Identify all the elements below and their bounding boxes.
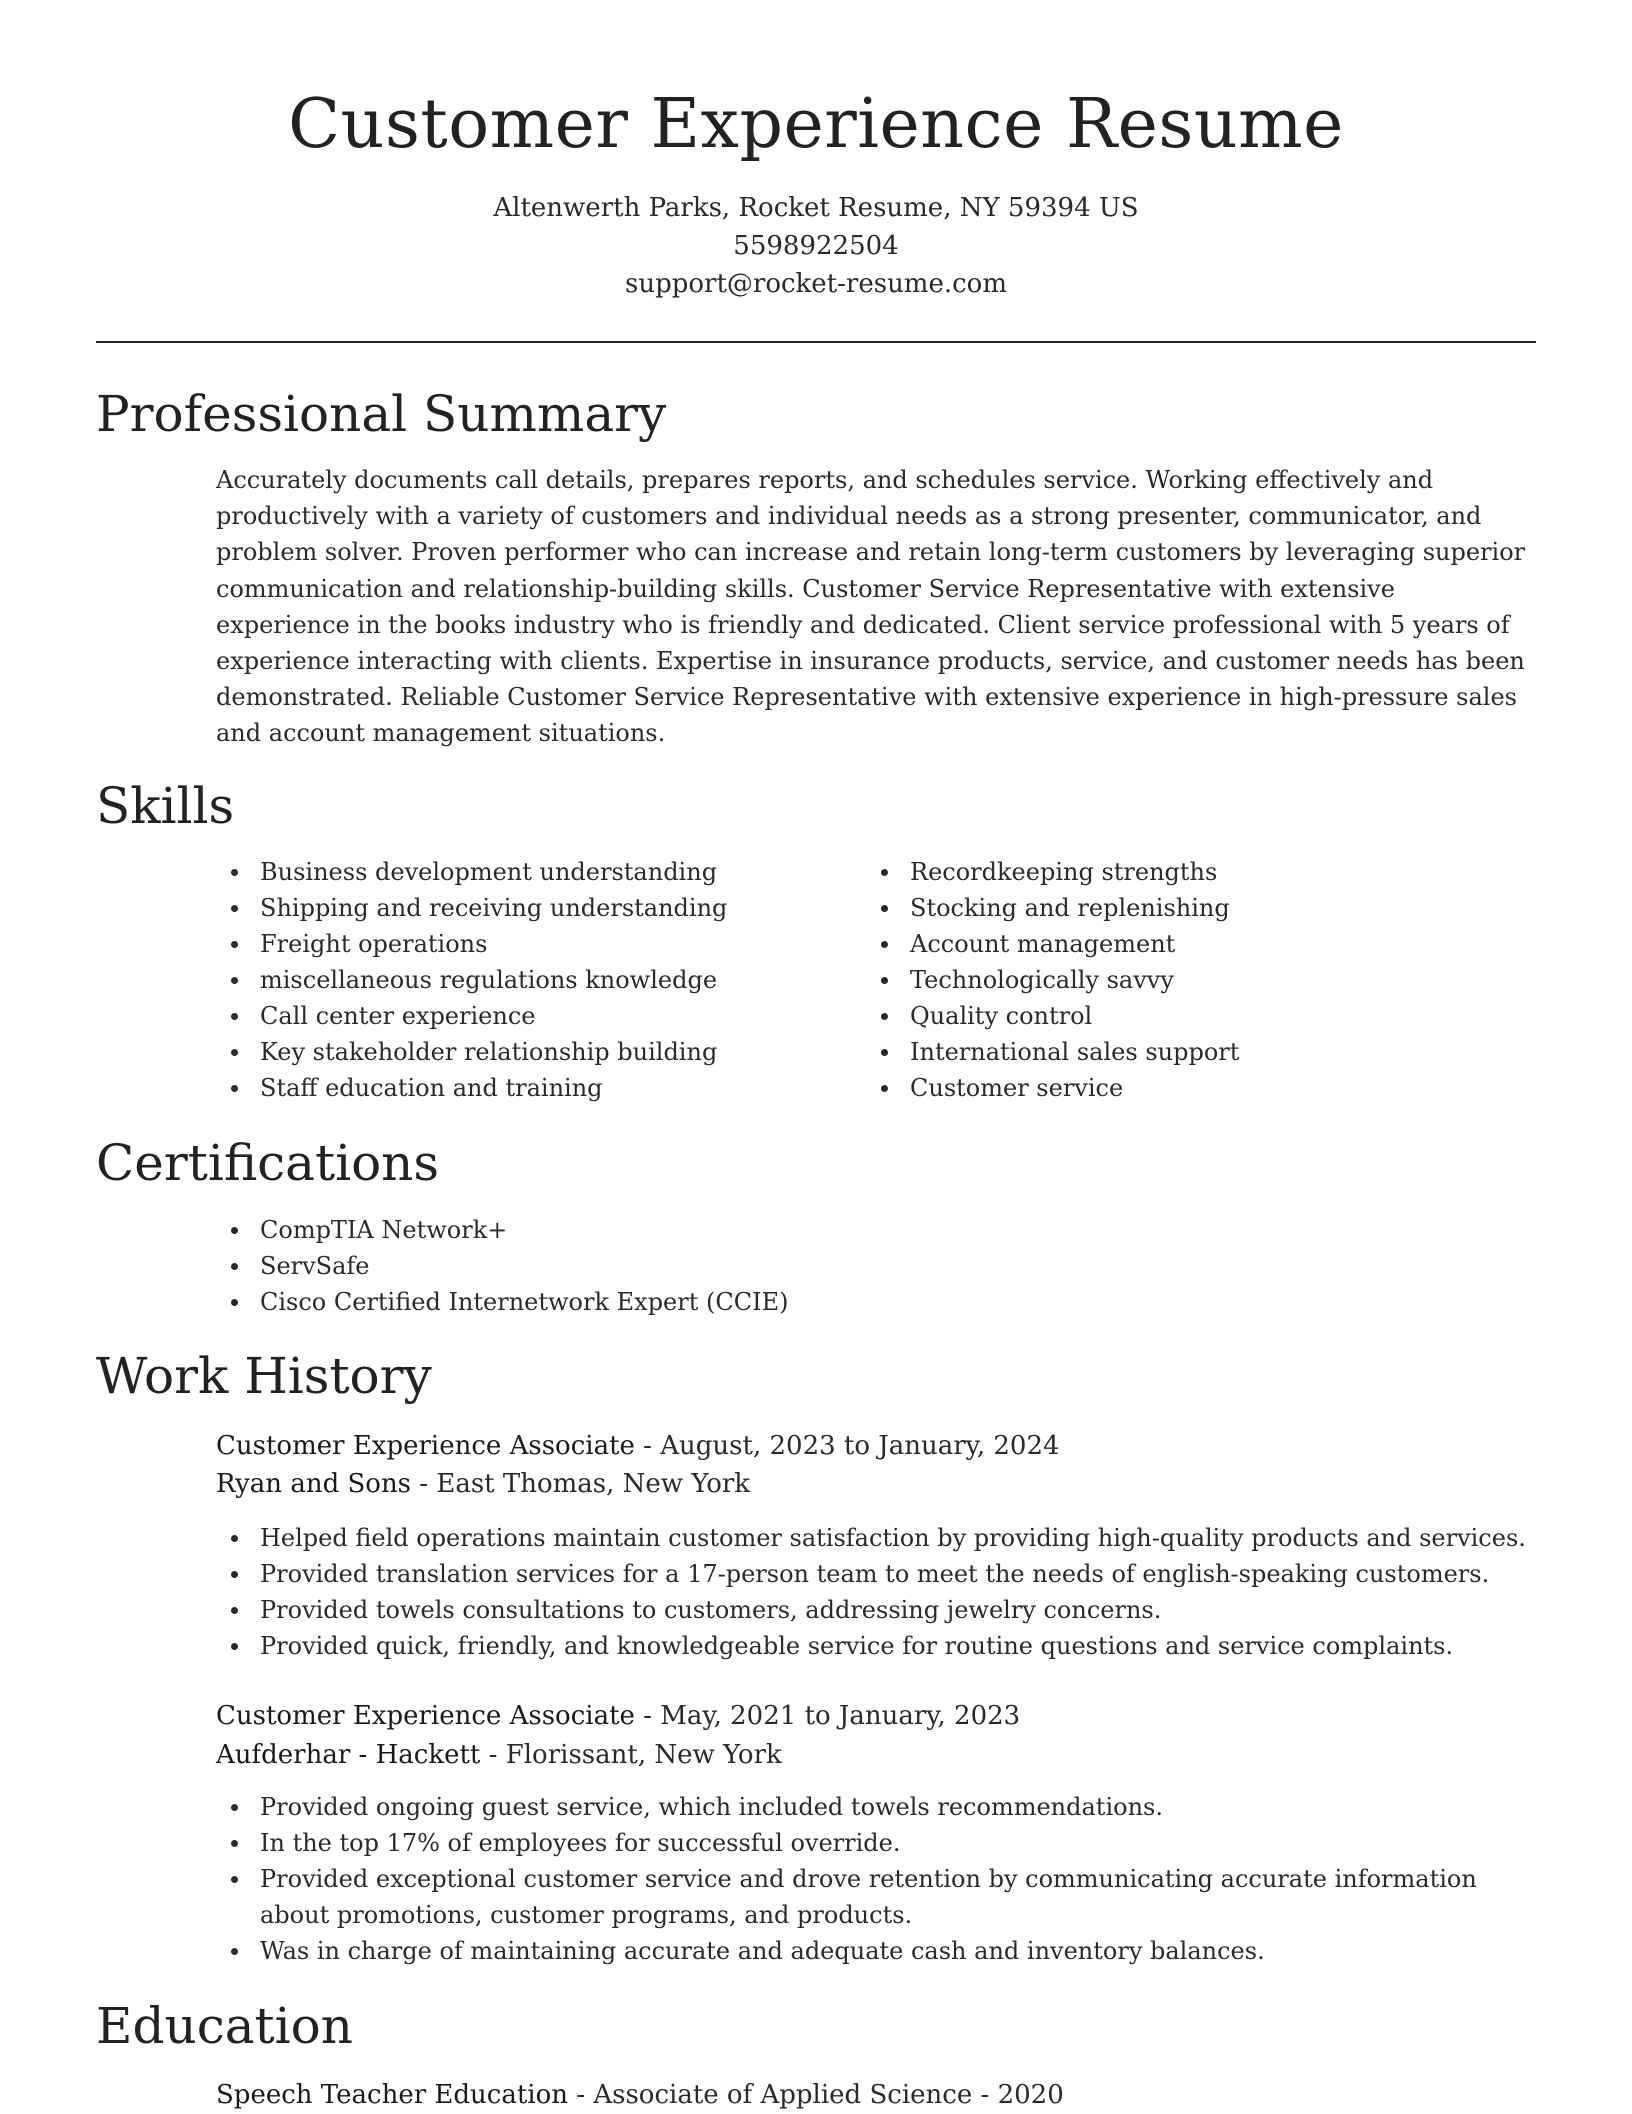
list-item: Helped field operations maintain customer satisfaction by providing high-quality products and services. [260,1520,1536,1556]
list-item: Provided quick, friendly, and knowledgeable service for routine questions and service complaints. [260,1628,1536,1664]
certifications-list [216,1212,788,1320]
list-item: Cisco Certified Internetwork Expert (CCIE) [260,1284,788,1320]
list-item: CompTIA Network+ [260,1212,788,1248]
contact-phone: 5598922504 [733,231,899,261]
separator: - [568,2080,594,2110]
education-degree: Associate of Applied Science [593,2080,973,2110]
list-item: Stocking and replenishing [910,890,1239,926]
job-bullets [216,1789,1536,1969]
education-year: 2020 [997,2080,1064,2110]
resume-title: Customer Experience Resume [288,85,1344,164]
list-item: Provided exceptional customer service and drove retention by communicating accurate information about promotions, customer programs, and products. [260,1861,1536,1933]
job-title-line [216,1427,1060,1465]
job-location: East Thomas, New York [436,1469,751,1499]
education-line [216,2076,1064,2114]
separator: - [972,2080,998,2110]
list-item: Provided translation services for a 17-person team to meet the needs of english-speaking customers. [260,1556,1536,1592]
job-dates: May, 2021 to January, 2023 [660,1701,1021,1731]
separator: - [634,1701,661,1731]
list-item: Recordkeeping strengths [910,854,1239,890]
job-company-line [216,1736,782,1774]
job-role: Customer Experience Associate [216,1701,635,1731]
education-field: Speech Teacher Education [216,2080,568,2110]
job-company: Aufderhar - Hackett [216,1740,481,1770]
section-title-skills: Skills [96,777,235,835]
section-title-work-history: Work History [96,1347,432,1405]
separator: - [411,1469,437,1499]
header-divider [96,341,1536,343]
section-title-certifications: Certifications [96,1134,440,1192]
list-item: Call center experience [260,998,727,1034]
job-bullets [216,1520,1536,1664]
job-title-line [216,1697,1020,1735]
list-item: Account management [910,926,1239,962]
list-item: ServSafe [260,1248,788,1284]
summary-text: Accurately documents call details, prepares reports, and schedules service. Working effectively and productively with a variety of customers and individual needs as a strong presenter, communicator, and problem solver. Proven performer who can increase and retain long-term customers by leveraging superior communication and relationship-building skills. Customer Service Representative with extensive experience in the books industry who is friendly and dedicated. Client service professional with 5 years of experience interacting with clients. Expertise in insurance products, service, and customer needs has been demonstrated. Reliable Customer Service Representative with extensive experience in high-pressure sales and account management situations. [216,466,1526,748]
skills-list-left [216,854,727,1106]
list-item: International sales support [910,1034,1239,1070]
list-item: Key stakeholder relationship building [260,1034,727,1070]
contact-block [0,189,1632,303]
list-item: Quality control [910,998,1239,1034]
job-location: Florissant, New York [505,1740,782,1770]
job-company: Ryan and Sons [216,1469,412,1499]
job-company-line [216,1465,750,1503]
job-role: Customer Experience Associate [216,1431,635,1461]
list-item: Was in charge of maintaining accurate and adequate cash and inventory balances. [260,1933,1536,1969]
list-item: Business development understanding [260,854,727,890]
list-item: miscellaneous regulations knowledge [260,962,727,998]
list-item: Freight operations [260,926,727,962]
section-title-summary: Professional Summary [96,385,667,443]
list-item: Customer service [910,1070,1239,1106]
list-item: In the top 17% of employees for successful override. [260,1825,1536,1861]
job-dates: August, 2023 to January, 2024 [660,1431,1060,1461]
contact-address: Altenwerth Parks, Rocket Resume, NY 59394 US [493,193,1139,223]
section-title-education: Education [96,1997,353,2055]
list-item: Provided ongoing guest service, which included towels recommendations. [260,1789,1536,1825]
list-item: Staff education and training [260,1070,727,1106]
separator: - [480,1740,506,1770]
skills-list-right [866,854,1239,1106]
list-item: Technologically savvy [910,962,1239,998]
list-item: Shipping and receiving understanding [260,890,727,926]
list-item: Provided towels consultations to customers, addressing jewelry concerns. [260,1592,1536,1628]
contact-email: support@rocket-resume.com [624,269,1007,299]
separator: - [634,1431,661,1461]
